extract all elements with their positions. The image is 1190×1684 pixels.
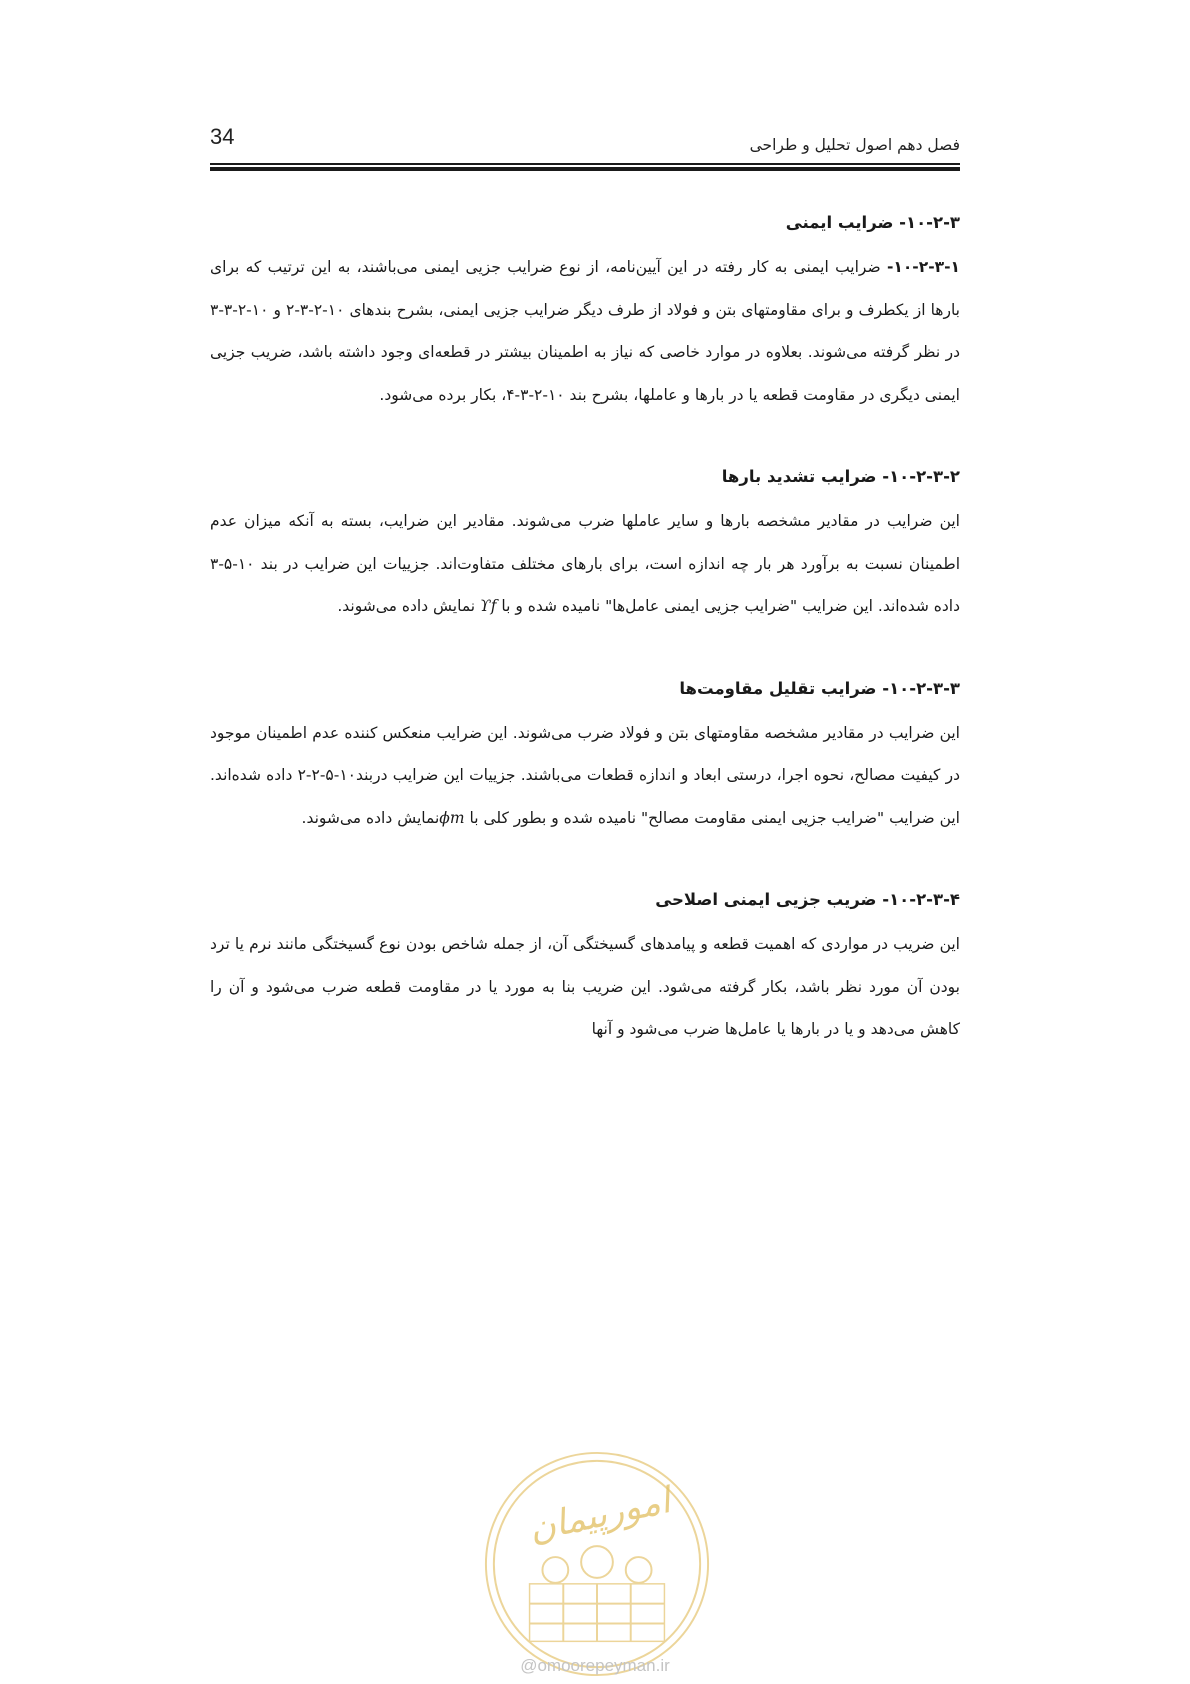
section-paragraph xyxy=(210,246,960,416)
paragraph-text: نمایش داده می‌شوند. xyxy=(301,808,440,827)
section-title: ۱۰-۲-۳-۴- ضریب جزیی ایمنی اصلاحی xyxy=(655,890,960,909)
paragraph-text: این ضرایب در مقادیر مشخصه مقاومتهای بتن و فولاد ضرب می‌شوند. این ضرایب منعکس کننده عدم اطمینان موجود در کیفیت مصالح، نحوه اجرا، درستی ابعاد و اندازه قطعات می‌باشند. جزییات این ضرایب دربند۱۰-۵-۲-۲ داده شده‌اند. این ضرایب "ضرایب جزیی ایمنی مقاومت مصالح" نامیده شده و بطور کلی با xyxy=(210,723,961,827)
section-strength-reduction xyxy=(210,674,960,840)
gamma-f-symbol: ϒf xyxy=(480,597,497,615)
paragraph-text: نمایش داده می‌شوند. xyxy=(337,597,481,615)
section-title: ۱۰-۲-۳- ضرایب ایمنی xyxy=(785,213,960,232)
section-paragraph xyxy=(210,500,960,628)
chapter-title: فصل دهم اصول تحلیل و طراحی xyxy=(749,136,960,154)
logo-text: امورپیمان xyxy=(525,1480,674,1550)
phi-m-symbol: ϕm xyxy=(439,808,465,827)
section-title: ۱۰-۲-۳-۲- ضرایب تشدید بارها xyxy=(721,467,960,486)
section-load-factors xyxy=(210,462,960,628)
section-corrective-factor xyxy=(210,885,960,1051)
paragraph-text: ضرایب ایمنی به کار رفته در این آیین‌نامه، از نوع ضرایب جزیی ایمنی می‌باشند، به این ترتیب که برای بارها از یکطرف و برای مقاومتهای بتن و فولاد از طرف دیگر ضرایب جزیی ایمنی، بشرح بندهای ۱۰-۲-۳-۲ و ۱۰-۲-۳-۳ در نظر گرفته می‌شوند. بعلاوه در موارد خاصی که نیاز به اطمینان بیشتر در قطعه‌ای وجود داشته باشد، ضریب جزیی ایمنی دیگری در مقاومت قطعه یا در بارها و عاملها، بشرح بند ۱۰-۲-۳-۴، بکار برده می‌شود. xyxy=(210,258,961,404)
section-title: ۱۰-۲-۳-۳- ضرایب تقلیل مقاومت‌ها xyxy=(679,678,960,698)
header-rule-thick xyxy=(210,167,960,171)
subsection-number: ۱۰-۲-۳-۱- xyxy=(886,258,960,276)
omoorepeyman-logo-watermark xyxy=(478,1445,716,1683)
document-body xyxy=(210,208,960,1097)
paragraph-text: این ضرایب در مقادیر مشخصه بارها و سایر عاملها ضرب می‌شوند. مقادیر این ضرایب، بسته به آنکه میزان عدم اطمینان نسبت به برآورد هر بار چه اندازه است، برای بارهای مختلف متفاوت‌اند. جزییات این ضرایب در بند ۱۰-۵-۳ داده شده‌اند. این ضرایب "ضرایب جزیی ایمنی عامل‌ها" نامیده شده و با xyxy=(210,512,960,615)
watermark-site: @omoorepeyman.ir xyxy=(520,1656,670,1675)
section-safety-factors xyxy=(210,208,960,416)
section-paragraph xyxy=(210,712,960,840)
section-paragraph: این ضریب در مواردی که اهمیت قطعه و پیامدهای گسیختگی آن، از جمله شاخص بودن نوع گسیختگی مانند نرم یا ترد بودن آن مورد نظر باشد، بکار گرفته می‌شود. این ضریب بنا به مورد یا در مقاومت قطعه ضرب می‌شود و آن را کاهش می‌دهد و یا در بارها یا عامل‌ها ضرب می‌شود و آنها xyxy=(210,935,960,1038)
page-header xyxy=(210,122,960,162)
page-number: 34 xyxy=(210,124,235,149)
header-rule-thin xyxy=(210,163,960,165)
